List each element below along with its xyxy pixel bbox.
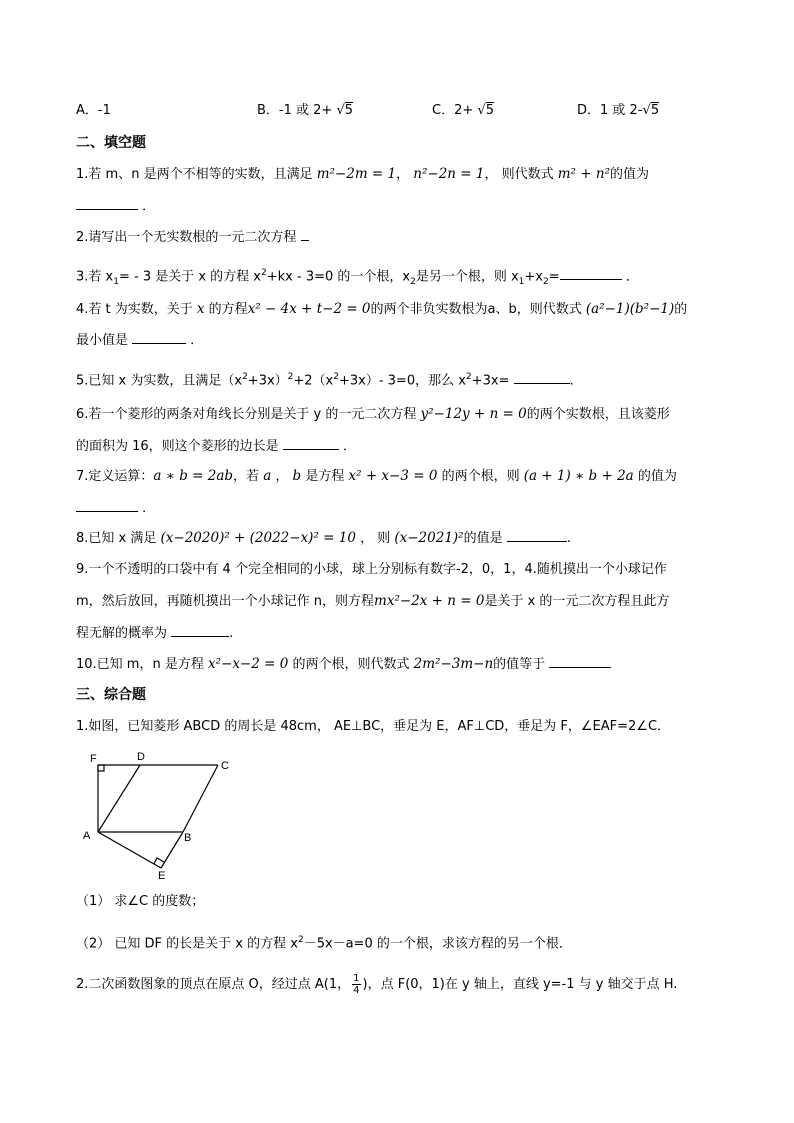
sqrt-symbol: √ (642, 103, 651, 118)
question-9-line2: m，然后放回，再随机摸出一个小球记作 n，则方程mx²−2x + n = 0是关于 x 的一元二次方程且此方 (76, 593, 670, 609)
question-6-line2: 的面积为 16，则这个菱形的边长是 ． (76, 439, 356, 454)
label-c: C (221, 760, 229, 772)
choice-c: C．2+ √5 (432, 103, 494, 118)
answer-blank[interactable] (76, 499, 138, 512)
right-angle-mark-e (154, 858, 164, 864)
question-4: 4.若 t 为实数，关于 x 的方程x² − 4x + t−2 = 0的两个非负实数根为a、b，则代数式 (a²−1)(b²−1)的 (76, 301, 688, 317)
problem-1-part-1: （1） 求∠C 的度数； (76, 894, 205, 909)
segment-ae (98, 832, 161, 868)
problem-2: 2.二次函数图象的顶点在原点 O，经过点 A(1， $\frac{1}{4}$ )，点 F(0，1)在 y 轴上，直线 y=-1 与 y 轴交于点 H. (76, 973, 678, 996)
segment-ad (98, 765, 140, 832)
answer-blank[interactable] (301, 228, 309, 241)
question-7: 7.定义运算：a ∗ b = 2ab，若 a ， b 是方程 x² + x−3 = 0 的两个根，则 (a + 1) ∗ b + 2a 的值为 (76, 468, 677, 484)
question-4-line2: 最小值是 ． (76, 333, 204, 348)
label-a: A (83, 830, 91, 842)
choice-d: D．1 或 2-√5 (577, 103, 660, 118)
question-3: 3.若 $x_1= - 3$ 是关于 x 的方程 $x^2+kx - 3=0$ 的一个根，$x_2$是另一个根，则 $x_1+x_2=$ ． (76, 268, 639, 287)
answer-blank[interactable] (76, 197, 138, 210)
label-f: F (90, 753, 97, 765)
question-2: 2.请写出一个无实数根的一元二次方程 (76, 228, 309, 247)
label-b: B (184, 832, 192, 844)
problem-1: 1.如图，已知菱形 ABCD 的周长是 48cm， AE⊥BC，垂足为 E，AF⊥CD，垂足为 F，∠EAF=2∠C． (76, 719, 671, 734)
answer-blank[interactable] (132, 331, 186, 344)
section-title-fill-in: 二、填空题 (76, 135, 146, 151)
question-1: 1.若 m、n 是两个不相等的实数，且满足 m²−2m = 1， n²−2n = 1， 则代数式 m² + n²的值为 (76, 166, 649, 182)
question-10: 10.已知 m，n 是方程 x²−x−2 = 0 的两个根，则代数式 2m²−3m−n的值等于 (76, 655, 611, 674)
section-title-comprehensive: 三、综合题 (76, 687, 146, 703)
label-e: E (158, 870, 166, 880)
answer-blank[interactable] (283, 437, 339, 450)
question-6: 6.若一个菱形的两条对角线长分别是关于 y 的一元二次方程 y²−12y + n = 0的两个实数根，且该菱形 (76, 406, 670, 422)
problem-1-part-2: （2） 已知 DF 的长是关于 x 的方程 $x^2-5x-a=0$ 的一个根，求该方程的另一个根． (76, 935, 572, 952)
right-angle-mark-f (98, 765, 104, 771)
fraction-one-quarter: $\frac{1}{4}$ (353, 973, 360, 996)
label-d: D (137, 751, 145, 763)
sqrt-symbol: √ (477, 103, 486, 118)
sqrt-symbol: √ (336, 103, 345, 118)
question-5: 5.已知 x 为实数，且满足$(x^2+3x)^2+2(x^2+3x)-$ 3=0，那么 $x^2+3x=$ . (76, 372, 574, 389)
answer-blank[interactable] (560, 267, 622, 280)
rhombus-figure (76, 748, 246, 880)
question-9-line3: 程无解的概率为 . (76, 626, 234, 641)
segment-be (161, 832, 183, 868)
question-8: 8.已知 x 满足 (x−2020)² + (2022−x)² = 10 ， 则 (x−2021)²的值是 . (76, 530, 571, 546)
segment-cb (183, 765, 218, 832)
answer-blank[interactable] (507, 529, 567, 542)
choice-b: B．-1 或 2+ √5 (257, 103, 354, 118)
answer-blank[interactable] (514, 371, 570, 384)
question-7-answer: ． (76, 499, 155, 518)
question-9: 9.一个不透明的口袋中有 4 个完全相同的小球，球上分别标有数字-2，0，1，4.随机摸出一个小球记作 (76, 562, 667, 577)
answer-blank[interactable] (171, 624, 229, 637)
question-1-answer: ． (76, 197, 155, 216)
answer-blank[interactable] (549, 655, 611, 668)
choice-a: A．-1 (76, 103, 111, 118)
